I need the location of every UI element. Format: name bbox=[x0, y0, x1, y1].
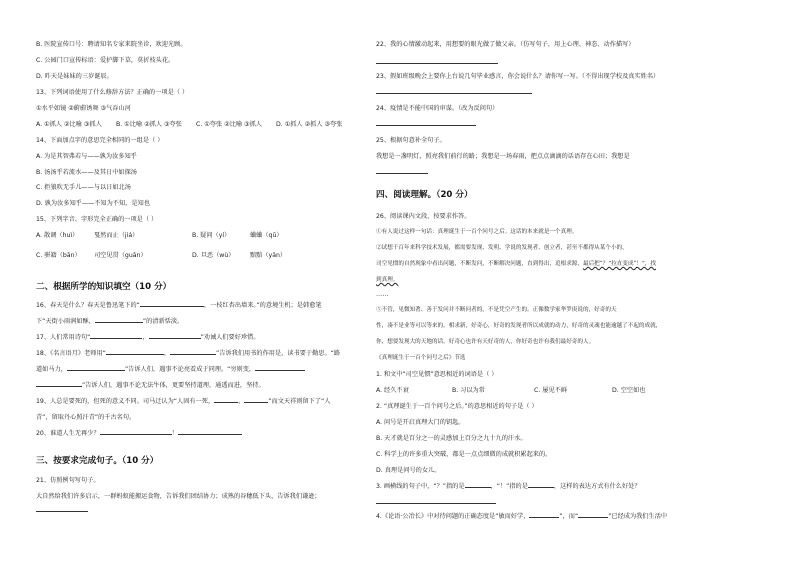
q23-answer-line[interactable] bbox=[376, 86, 532, 94]
r-q2-option-a: A. 问号是开启真理大门的钥匙。 bbox=[376, 419, 465, 426]
q24-answer-line[interactable] bbox=[376, 118, 476, 126]
q26-stem: 26、阅读课内文段，按要求作答。 bbox=[376, 213, 471, 220]
r-q2-option-d: D. 真理是问号的女儿。 bbox=[376, 467, 441, 474]
q14-option-c: C. 拒狼吹无手儿——与以日如北汤 bbox=[36, 184, 131, 191]
q15-option-a2: 戛然而止（jiá） bbox=[94, 232, 139, 239]
r-q2-option-c: C. 科学上的许多重大突破，都是一点点细微的成就积累起来的。 bbox=[376, 451, 552, 458]
q18-line-2 bbox=[36, 365, 305, 374]
section-3-title: 三、按要求完成句子。（10 分） bbox=[36, 456, 159, 466]
q13-option-c: C. ①夸张 ②比喻 ③抓人 bbox=[196, 121, 262, 128]
q20-mark: ！ bbox=[171, 430, 178, 437]
passage-paragraph-5b: 性，凑不是业等可以等来的。相求新，好奇心，好奇的发现者所以成就的动力，好奇的灵魂也能逾越了不起的成就， bbox=[376, 323, 662, 329]
q18-line bbox=[36, 349, 340, 358]
r-q2-option-b: B. 天才就是百分之一的灵感加上百分之九十九的汗水。 bbox=[376, 435, 527, 442]
r-q4-text-2: ”，而“ bbox=[559, 513, 579, 520]
r-q3-text-3: ，这样的表达方式有什么好处？ bbox=[553, 483, 641, 490]
q19-line bbox=[36, 397, 330, 406]
q19-blank[interactable] bbox=[214, 402, 238, 403]
r-q1-option-b: B. 习以为常 bbox=[452, 387, 485, 394]
left-column bbox=[36, 0, 399, 562]
q13-stem: 13、下列词语使用了什么修辞方法？正确的一项是（ ） bbox=[36, 89, 189, 96]
q21-stem: 21、仿照例句写句子。 bbox=[36, 477, 100, 484]
q16-blank[interactable] bbox=[140, 306, 204, 307]
q18-blank-3[interactable] bbox=[67, 370, 125, 371]
q15-option-c2: 司空见贯（guān） bbox=[94, 252, 147, 259]
q17-text-2: ”劝诫人们要好珍惜。 bbox=[200, 334, 260, 341]
q25-text: 我想是一盏明灯，照亮我们前行的路；我想是一场春雨，把点点滴滴的话语存在心田；我想是 bbox=[376, 153, 630, 160]
q15-option-b2: 蛐蛐（qū） bbox=[250, 232, 283, 239]
q14-stem: 14、下面加点字的意思完全相同的一组是（ ） bbox=[36, 137, 164, 144]
q13-option-b: B. ①比喻 ②抓人 ③夸张 bbox=[116, 121, 182, 128]
r-q2-stem: 2. “真理诞生于一百个问号之后。”的意思相近的句子是（ ） bbox=[376, 403, 538, 410]
q15-option-a: A. 散调（huì） bbox=[36, 232, 79, 239]
q18-blank-2[interactable] bbox=[170, 354, 216, 355]
q20-text: 20、谁道人生无再少？ bbox=[36, 430, 100, 437]
r-q3-stem bbox=[376, 482, 641, 491]
passage-paragraph-1: ①有人说过这样一句话：真理诞生于一百个问号之后。这话的本来就是一个真理。 bbox=[376, 229, 578, 235]
r-q1-option-d: D. 空空如也 bbox=[612, 387, 646, 394]
q13-option-a: A. ①抓人 ②比喻 ③抓人 bbox=[36, 121, 102, 128]
q12-option-c: C. 公园门口宣传标语：爱护脚下草，莫折枝头花。 bbox=[36, 57, 175, 64]
q14-option-d: D. 孰为汝多知乎——不知为不知，是知也 bbox=[36, 200, 150, 207]
q12-option-b: B. 医院宣传口号：聘请知名专家来院坐诊，欢迎光顾。 bbox=[36, 41, 187, 48]
q17-blank[interactable] bbox=[90, 338, 142, 339]
right-column bbox=[376, 0, 736, 562]
q16-text-4: ”的清新恬淡。 bbox=[142, 318, 184, 325]
passage-paragraph-2c: 到真理。 bbox=[376, 277, 399, 283]
q18-comma: ， bbox=[163, 350, 171, 357]
q21-example: 大自然给我们许多启示，一群蚂蚁能搬运食物，告诉我们团结协力；成熟的谷穗低下头，告诉我们谦逊； bbox=[36, 493, 321, 500]
q16-text: 16、春天是什么？春天是鲁迅笔下的“ bbox=[36, 302, 140, 309]
passage-source: 《真理诞生于一百个问号之后》节选 bbox=[376, 355, 466, 361]
q15-option-c: C. 骈籍（bān） bbox=[36, 252, 81, 259]
r-q3-text: 3. 画横线的句子中，“？”指的是 bbox=[376, 483, 465, 490]
passage-text-2b: 司空见惯的自然现象中看出问题，不断发问，不断解决问题，直到得出，追根求源， bbox=[376, 261, 583, 267]
passage-paragraph-5: ⑤不管，见微知著、善于发问并不断问者的，不是凭空产生的。正像数学家华罗庚说的，好奇的天 bbox=[376, 307, 617, 313]
q18-text-3: 道如马力， bbox=[36, 366, 67, 373]
q13-option-d: D. ①抓人 ②抓人 ③夸张 bbox=[276, 121, 343, 128]
q17-line bbox=[36, 333, 260, 342]
q18-text-5: ”告诉人们，遇事不论无法牛体，更要坚持道理，通透而进，坚持。 bbox=[82, 382, 265, 389]
q19-text: 19、人总是要死的，但死的意义不同。司马迁认为“人固有一死， bbox=[36, 398, 215, 405]
q20-line bbox=[36, 429, 242, 438]
q24-stem: 24、疫情是不能中国的审谋。（改为反问句） bbox=[376, 105, 499, 112]
q15-option-d: D. 旦恶（wù） bbox=[192, 252, 235, 259]
q19-blank-2[interactable] bbox=[244, 402, 268, 403]
passage-ellipsis: …… bbox=[376, 291, 389, 298]
passage-paragraph-2b bbox=[376, 260, 656, 269]
q21-answer-line[interactable] bbox=[36, 504, 88, 512]
r-q1-option-a: A. 经久不衰 bbox=[376, 387, 409, 394]
q16-line bbox=[36, 301, 322, 310]
q16-blank-2[interactable] bbox=[95, 322, 143, 323]
passage-paragraph-2: ②试想千百年来科学技术发展，都需要发现、发明、学说的发现者、创立者，甚至不都得从某个小的， bbox=[376, 245, 628, 251]
section-2-title: 二、根据所学的知识填空（10 分） bbox=[36, 282, 172, 292]
q18-line-3 bbox=[36, 381, 265, 390]
q18-blank[interactable] bbox=[106, 354, 164, 355]
q25-answer-line[interactable] bbox=[376, 166, 428, 174]
q22-stem: 22、我的心情激动起来，用想要的眼光做了做父亲。（仿写句子，用上心理、神态、动作描写） bbox=[376, 41, 635, 48]
r-q3-answer-line[interactable] bbox=[376, 496, 496, 504]
q18-text-4: ”告诉人们，遇事不论亮看成于同理。“穷则变， bbox=[124, 366, 256, 373]
q18-text-2: ”告诉我们用书的作用是，读书要于勤思。“路 bbox=[216, 350, 341, 357]
q16-text-2: ，一枝红杏出墙来。”的意境生机；是韩愈笔 bbox=[203, 302, 322, 309]
r-q4-stem bbox=[376, 512, 667, 521]
q17-text: 17、人们常用诗句“ bbox=[36, 334, 91, 341]
q17-comma: ， bbox=[142, 334, 149, 341]
q13-items: ①水平如镜 ②蔚蔚诱舞 ③气吞山河 bbox=[36, 105, 131, 112]
r-q1-option-c: C. 屡见不鲜 bbox=[534, 387, 568, 394]
r-q3-blank-2[interactable] bbox=[528, 487, 554, 488]
r-q4-text: 4.《论语·公冶长》中对待问题的正确态度是“敏而好学， bbox=[376, 513, 530, 520]
r-q3-text-2: ，“！”指的是 bbox=[490, 483, 528, 490]
section-4-title: 四、阅读理解。（20 分） bbox=[376, 190, 473, 200]
q18-blank-4[interactable] bbox=[255, 370, 305, 371]
r-q4-blank[interactable] bbox=[529, 517, 559, 518]
r-q4-blank-2[interactable] bbox=[578, 517, 608, 518]
q20-blank-2[interactable] bbox=[178, 434, 242, 435]
q16-line-2 bbox=[36, 317, 183, 326]
q19-line-2: 青”，留取丹心照汗青”的千古名句。 bbox=[36, 414, 136, 421]
q12-option-d: D. 昨天是妹妹的三岁诞辰。 bbox=[36, 73, 113, 80]
q18-text: 18、《名言语月》老师用“ bbox=[36, 350, 106, 357]
q15-option-b: B. 疑问（yí） bbox=[192, 232, 231, 239]
passage-underlined-sentence: 最后把“？”拉直变成“！”，找 bbox=[582, 261, 656, 267]
q22-answer-line[interactable] bbox=[376, 56, 498, 64]
q17-blank-2[interactable] bbox=[149, 338, 201, 339]
q25-stem: 25、根据句意补全句子。 bbox=[376, 137, 446, 144]
r-q4-text-3: ”已经成为我们生活中 bbox=[608, 513, 668, 520]
q14-option-b: B. 汤汤乎若流水——及其日中如探汤 bbox=[36, 169, 137, 176]
q15-option-d2: 黯黯（yān） bbox=[250, 252, 287, 259]
r-q3-blank[interactable] bbox=[465, 487, 491, 488]
q18-blank-5[interactable] bbox=[36, 386, 82, 387]
q14-option-a: A. 为是其智弗若与——孰为汝多知乎 bbox=[36, 153, 137, 160]
q19-comma: ， bbox=[238, 398, 245, 405]
q23-stem: 23、假如班级晚会上要你上台说几句毕业感言，你会说什么？请你写一写。（不得出现学校及真实姓名） bbox=[376, 73, 660, 80]
q19-text-2: ”而文天祥则留下了“人 bbox=[268, 398, 331, 405]
r-q1-stem: 1. 和文中“司空见惯”意思相近的词语是（ ） bbox=[376, 371, 498, 378]
passage-paragraph-5c: 你，想要发现大的天地的话，好奇心也许有天好奇的人，你好奇也许有我们最好奇的人。 bbox=[376, 339, 595, 345]
q15-stem: 15、下列字音、字形完全正确的一项是（ ） bbox=[36, 216, 158, 223]
q20-blank[interactable] bbox=[100, 434, 172, 435]
q16-text-3: 下“天街小雨润如酥， bbox=[36, 318, 95, 325]
